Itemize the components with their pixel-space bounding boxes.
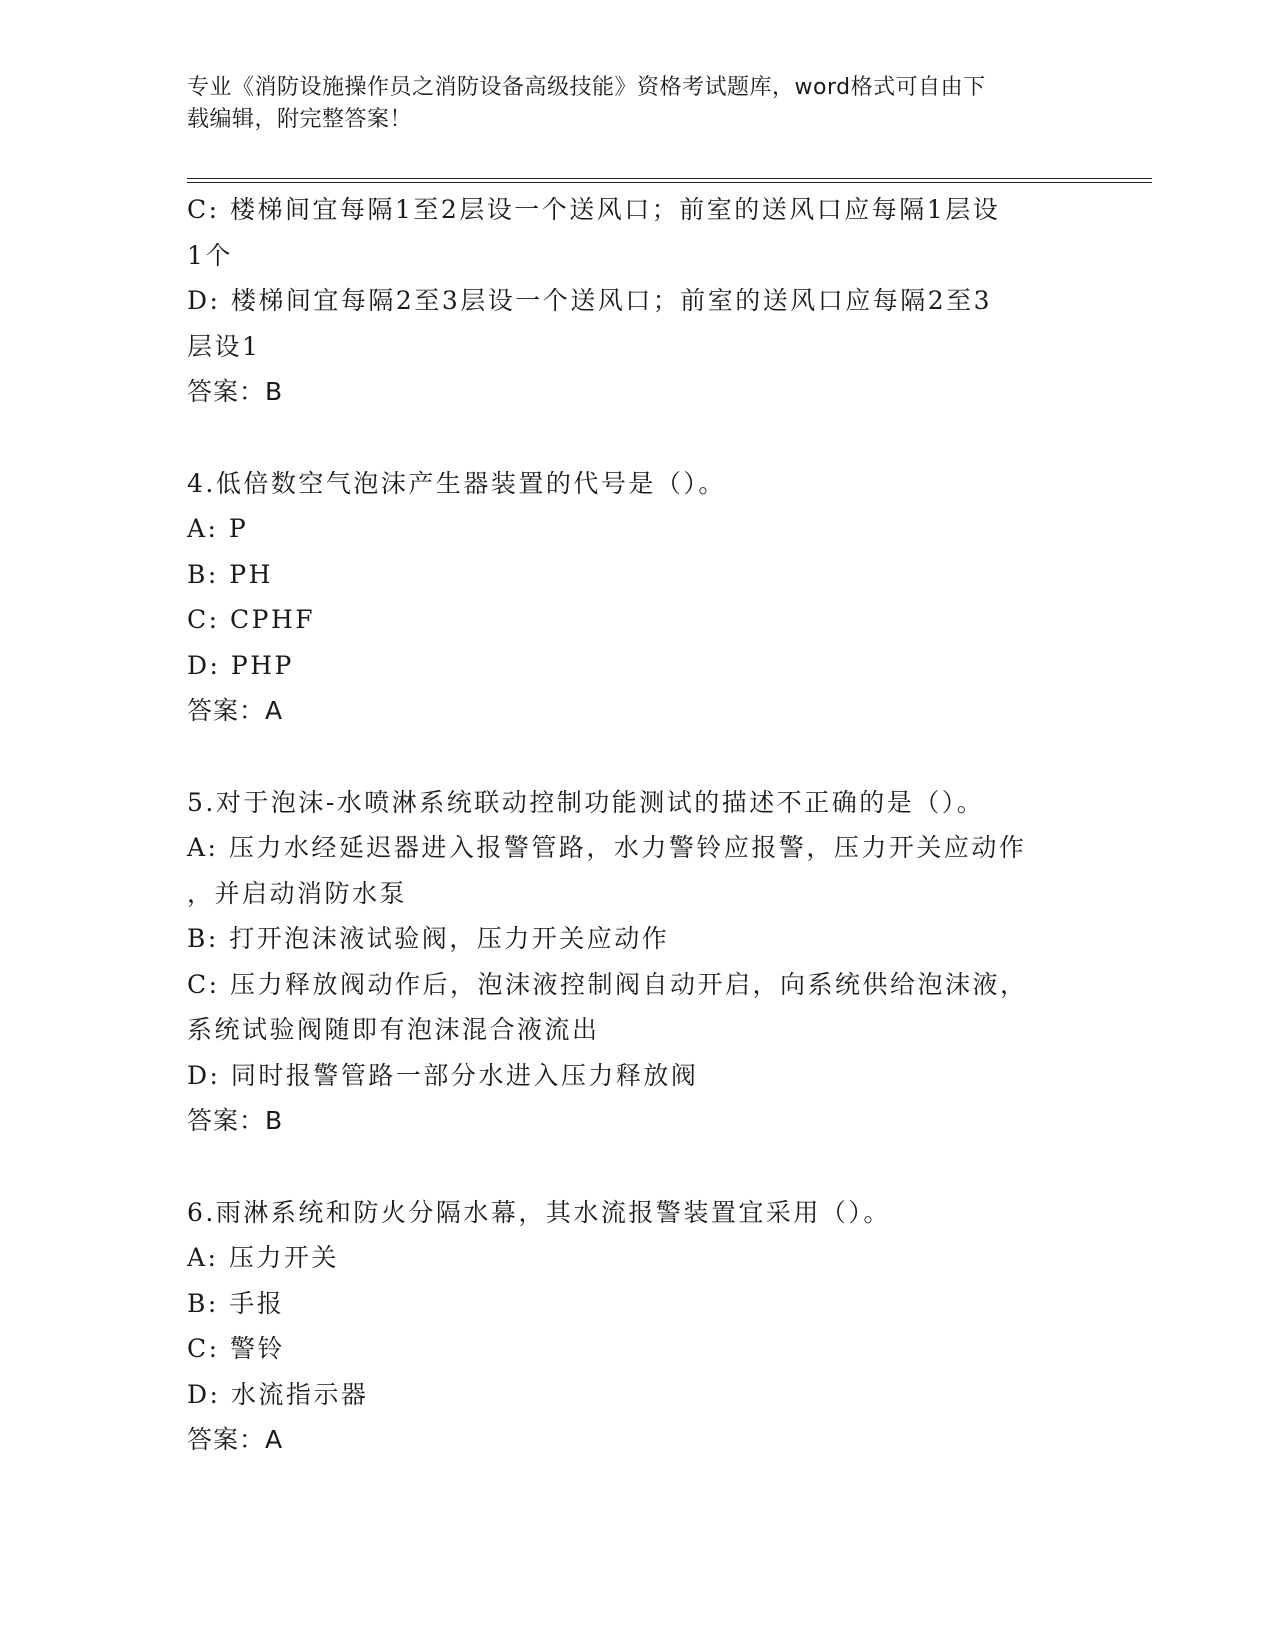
question-3-continued bbox=[187, 187, 1087, 415]
header-line-2: 载编辑，附完整答案！ bbox=[187, 107, 413, 132]
document-header bbox=[187, 72, 1067, 136]
spacer bbox=[187, 734, 1087, 780]
option-d: D: 水流指示器 bbox=[187, 1379, 369, 1409]
option-c-line-2: 1个 bbox=[187, 240, 233, 270]
question-5 bbox=[187, 780, 1087, 1144]
option-d-line-1: D: 楼梯间宜每隔2至3层设一个送风口；前室的送风口应每隔2至3 bbox=[187, 286, 993, 315]
question-6 bbox=[187, 1190, 1087, 1463]
answer: 答案：A bbox=[187, 1425, 284, 1454]
option-c-line-2: 系统试验阀随即有泡沫混合液流出 bbox=[187, 1015, 600, 1044]
question-text: 4.低倍数空气泡沫产生器装置的代号是（）。 bbox=[187, 468, 726, 498]
option-c-line-1: C: 楼梯间宜每隔1至2层设一个送风口；前室的送风口应每隔1层设 bbox=[187, 195, 1001, 224]
answer: 答案：B bbox=[187, 1106, 284, 1135]
option-b: B: PH bbox=[187, 559, 273, 589]
option-b: B: 手报 bbox=[187, 1288, 285, 1318]
option-b: B: 打开泡沫液试验阀，压力开关应动作 bbox=[187, 924, 670, 953]
answer: 答案：A bbox=[187, 696, 284, 725]
spacer bbox=[187, 1144, 1087, 1190]
option-c-line-1: C: 压力释放阀动作后，泡沫液控制阀自动开启，向系统供给泡沫液， bbox=[187, 969, 1028, 999]
option-d: D: 同时报警管路一部分水进入压力释放阀 bbox=[187, 1060, 699, 1090]
header-divider-top bbox=[187, 178, 1152, 179]
header-divider-bottom bbox=[187, 182, 1152, 183]
option-a-line-2: ，并启动消防水泵 bbox=[187, 878, 408, 908]
answer: 答案：B bbox=[187, 377, 284, 406]
option-a: A: P bbox=[187, 514, 249, 543]
option-d: D: PHP bbox=[187, 650, 294, 680]
option-c: C: CPHF bbox=[187, 605, 316, 634]
question-text: 5.对于泡沫-水喷淋系统联动控制功能测试的描述不正确的是（）。 bbox=[187, 787, 985, 817]
spacer bbox=[187, 415, 1087, 461]
header-line-1: 专业《消防设施操作员之消防设备高级技能》资格考试题库，word格式可自由下 bbox=[187, 75, 986, 100]
option-a: A: 压力开关 bbox=[187, 1243, 339, 1272]
question-text: 6.雨淋系统和防火分隔水幕，其水流报警装置宜采用（）。 bbox=[187, 1197, 891, 1227]
option-d-line-2: 层设1 bbox=[187, 331, 261, 361]
option-a-line-1: A: 压力水经延迟器进入报警管路，水力警铃应报警，压力开关应动作 bbox=[187, 833, 1027, 862]
question-4 bbox=[187, 461, 1087, 734]
option-c: C: 警铃 bbox=[187, 1334, 285, 1363]
question-list bbox=[187, 187, 1087, 1463]
